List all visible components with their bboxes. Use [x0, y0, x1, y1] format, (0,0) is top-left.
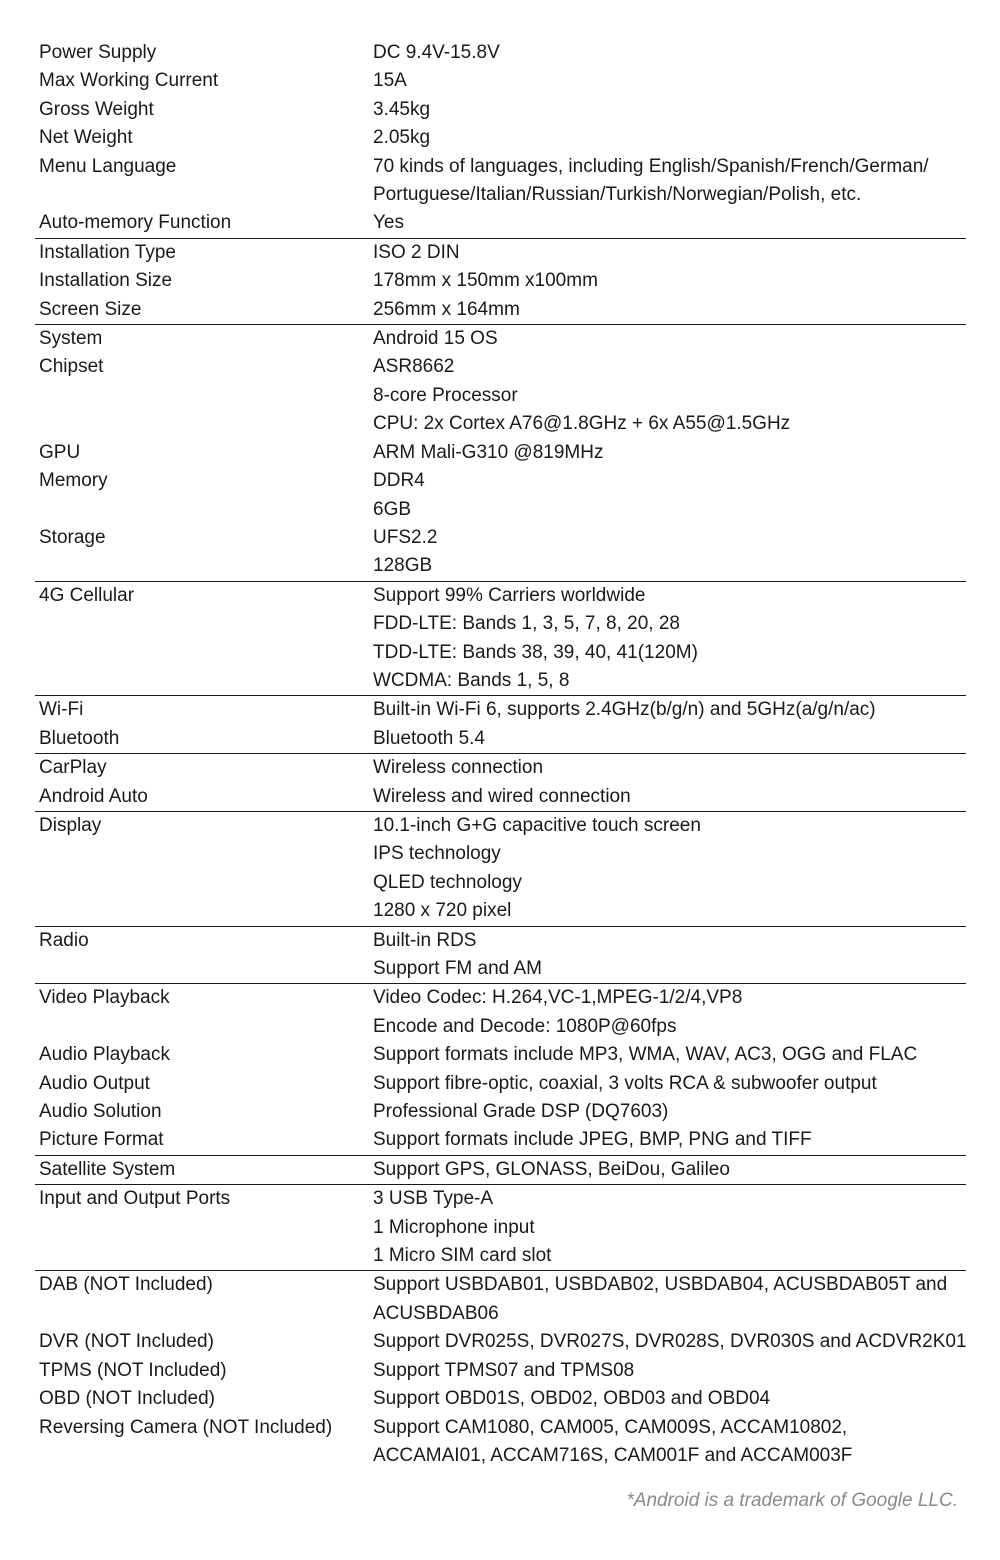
spec-row — [35, 1156, 966, 1184]
spec-group — [35, 812, 966, 927]
spec-label: Installation Size — [39, 270, 173, 292]
spec-row — [35, 439, 966, 467]
spec-values — [373, 1041, 966, 1069]
spec-value: Support formats include MP3, WMA, WAV, AC3, OGG and FLAC — [373, 1044, 918, 1066]
spec-value: 1 Micro SIM card slot — [373, 1245, 552, 1267]
spec-value: Professional Grade DSP (DQ7603) — [373, 1101, 669, 1123]
spec-value: 178mm x 150mm x100mm — [373, 270, 598, 292]
spec-row — [35, 1098, 966, 1126]
spec-group — [35, 39, 966, 239]
spec-values — [373, 325, 966, 353]
spec-values — [373, 124, 966, 152]
spec-value: Support USBDAB01, USBDAB02, USBDAB04, ACUSBDAB05T and — [373, 1274, 948, 1296]
spec-label: DVR (NOT Included) — [39, 1331, 214, 1353]
spec-value: Wireless and wired connection — [373, 785, 631, 807]
spec-row — [35, 1414, 966, 1471]
spec-value: Support fibre-optic, coaxial, 3 volts RCA & subwoofer output — [373, 1072, 877, 1094]
spec-values — [373, 1271, 966, 1328]
spec-label: Net Weight — [39, 127, 133, 149]
spec-row — [35, 267, 966, 295]
spec-row — [35, 296, 966, 324]
spec-label: Chipset — [39, 356, 104, 378]
spec-row — [35, 696, 966, 724]
spec-label: Display — [39, 814, 102, 836]
spec-group — [35, 754, 966, 812]
spec-table — [35, 39, 966, 1470]
spec-value: CPU: 2x Cortex A76@1.8GHz + 6x A55@1.5GHz — [373, 413, 791, 435]
spec-value: Support CAM1080, CAM005, CAM009S, ACCAM10802, — [373, 1416, 848, 1438]
spec-value: 6GB — [373, 498, 412, 520]
spec-row — [35, 1126, 966, 1154]
spec-values — [373, 1414, 966, 1471]
spec-group — [35, 1185, 966, 1271]
spec-values — [373, 783, 966, 811]
spec-value: Yes — [373, 212, 404, 234]
spec-value: ISO 2 DIN — [373, 241, 460, 263]
spec-row — [35, 153, 966, 210]
spec-values — [373, 353, 966, 438]
spec-values — [373, 725, 966, 753]
spec-label: Wi-Fi — [39, 699, 84, 721]
spec-value: QLED technology — [373, 871, 522, 893]
spec-label: Power Supply — [39, 42, 157, 63]
spec-values — [373, 1185, 966, 1270]
spec-row — [35, 1357, 966, 1385]
spec-values — [373, 582, 966, 696]
spec-label: DAB (NOT Included) — [39, 1274, 213, 1296]
spec-value: 2.05kg — [373, 127, 431, 149]
spec-row — [35, 725, 966, 753]
spec-values — [373, 239, 966, 267]
spec-values — [373, 1070, 966, 1098]
spec-value: ARM Mali-G310 @819MHz — [373, 441, 604, 463]
spec-label: Memory — [39, 470, 108, 492]
spec-row — [35, 783, 966, 811]
spec-row — [35, 67, 966, 95]
spec-row — [35, 96, 966, 124]
spec-values — [373, 754, 966, 782]
spec-row — [35, 1328, 966, 1356]
spec-row — [35, 209, 966, 237]
spec-values — [373, 524, 966, 581]
spec-label: Installation Type — [39, 241, 176, 263]
spec-label: Android Auto — [39, 785, 148, 807]
spec-label: TPMS (NOT Included) — [39, 1359, 227, 1381]
spec-label: Reversing Camera (NOT Included) — [39, 1416, 333, 1438]
spec-value: FDD-LTE: Bands 1, 3, 5, 7, 8, 20, 28 — [373, 613, 680, 635]
spec-values — [373, 1357, 966, 1385]
spec-value: IPS technology — [373, 843, 501, 865]
spec-row — [35, 353, 966, 438]
spec-label: 4G Cellular — [39, 584, 135, 606]
spec-values — [373, 1328, 967, 1356]
spec-values — [373, 39, 966, 67]
spec-label: System — [39, 328, 103, 350]
spec-values — [373, 812, 966, 926]
spec-values — [373, 984, 966, 1041]
spec-label: Screen Size — [39, 298, 142, 320]
spec-label: Storage — [39, 526, 106, 548]
spec-group — [35, 582, 966, 697]
spec-value: Support OBD01S, OBD02, OBD03 and OBD04 — [373, 1388, 771, 1410]
spec-values — [373, 439, 966, 467]
spec-values — [373, 696, 966, 724]
spec-group — [35, 927, 966, 985]
spec-group — [35, 984, 966, 1155]
spec-value: 1280 x 720 pixel — [373, 900, 512, 922]
spec-values — [373, 153, 966, 210]
spec-row — [35, 1385, 966, 1413]
spec-row — [35, 524, 966, 581]
spec-label: Max Working Current — [39, 70, 219, 92]
spec-row — [35, 124, 966, 152]
spec-value: Bluetooth 5.4 — [373, 727, 485, 749]
spec-value: 128GB — [373, 555, 433, 577]
spec-group — [35, 1156, 966, 1185]
spec-label: Audio Solution — [39, 1101, 162, 1123]
spec-values — [373, 1156, 966, 1184]
spec-values — [373, 467, 966, 524]
spec-value: 3.45kg — [373, 98, 431, 120]
spec-value: Support 99% Carriers worldwide — [373, 584, 646, 606]
spec-row — [35, 984, 966, 1041]
spec-value: Encode and Decode: 1080P@60fps — [373, 1015, 677, 1037]
spec-group — [35, 325, 966, 582]
spec-value: Built-in Wi-Fi 6, supports 2.4GHz(b/g/n) and 5GHz(a/g/n/ac) — [373, 699, 876, 721]
spec-value: Support TPMS07 and TPMS08 — [373, 1359, 635, 1381]
spec-row — [35, 1271, 966, 1328]
spec-value: 1 Microphone input — [373, 1216, 535, 1238]
spec-value: UFS2.2 — [373, 526, 438, 548]
spec-value: Support FM and AM — [373, 958, 542, 979]
spec-label: Audio Playback — [39, 1044, 170, 1066]
spec-label: CarPlay — [39, 757, 107, 779]
spec-label: GPU — [39, 441, 81, 463]
spec-row — [35, 582, 966, 696]
spec-label: OBD (NOT Included) — [39, 1388, 215, 1410]
spec-value: DDR4 — [373, 470, 425, 492]
spec-label: Video Playback — [39, 987, 170, 1009]
spec-values — [373, 296, 966, 324]
spec-values — [373, 209, 966, 237]
trademark-footnote: *Android is a trademark of Google LLC. — [626, 1490, 958, 1511]
spec-value: 15A — [373, 70, 407, 92]
spec-value: Support DVR025S, DVR027S, DVR028S, DVR030S and ACDVR2K01 — [373, 1331, 967, 1353]
spec-label: Menu Language — [39, 155, 177, 177]
spec-value: ASR8662 — [373, 356, 455, 378]
spec-value: ACUSBDAB06 — [373, 1302, 499, 1324]
spec-label: Bluetooth — [39, 727, 120, 749]
spec-value: Wireless connection — [373, 757, 544, 779]
spec-row — [35, 1070, 966, 1098]
spec-label: Audio Output — [39, 1072, 150, 1094]
spec-value: ACCAMAI01, ACCAM716S, CAM001F and ACCAM003F — [373, 1444, 853, 1466]
spec-label: Auto-memory Function — [39, 212, 232, 234]
spec-value: 3 USB Type-A — [373, 1188, 494, 1210]
spec-label: Satellite System — [39, 1158, 176, 1180]
spec-value: Android 15 OS — [373, 328, 498, 350]
spec-value: DC 9.4V-15.8V — [373, 42, 500, 63]
spec-values — [373, 1098, 966, 1126]
spec-values — [373, 96, 966, 124]
spec-row — [35, 1041, 966, 1069]
spec-label: Picture Format — [39, 1129, 164, 1151]
spec-row — [35, 239, 966, 267]
spec-value: 70 kinds of languages, including English/Spanish/French/German/ — [373, 155, 929, 177]
spec-value: 256mm x 164mm — [373, 298, 520, 320]
spec-value: 10.1-inch G+G capacitive touch screen — [373, 814, 701, 836]
spec-row — [35, 1185, 966, 1270]
spec-group — [35, 239, 966, 325]
spec-value: Built-in RDS — [373, 929, 477, 951]
spec-value: WCDMA: Bands 1, 5, 8 — [373, 669, 570, 691]
spec-label: Input and Output Ports — [39, 1188, 231, 1210]
spec-value: Video Codec: H.264,VC-1,MPEG-1/2/4,VP8 — [373, 987, 743, 1009]
spec-value: Portuguese/Italian/Russian/Turkish/Norwegian/Polish, etc. — [373, 184, 862, 206]
spec-row — [35, 812, 966, 926]
spec-row — [35, 754, 966, 782]
spec-values — [373, 927, 966, 984]
spec-row — [35, 325, 966, 353]
spec-group — [35, 1271, 966, 1470]
spec-label: Radio — [39, 929, 89, 951]
spec-value: Support formats include JPEG, BMP, PNG and TIFF — [373, 1129, 812, 1151]
spec-row — [35, 39, 966, 67]
spec-value: TDD-LTE: Bands 38, 39, 40, 41(120M) — [373, 641, 698, 663]
spec-values — [373, 1385, 966, 1413]
spec-group — [35, 696, 966, 754]
spec-values — [373, 267, 966, 295]
spec-value: Support GPS, GLONASS, BeiDou, Galileo — [373, 1158, 730, 1180]
spec-label: Gross Weight — [39, 98, 154, 120]
spec-value: 8-core Processor — [373, 384, 518, 406]
spec-row — [35, 927, 966, 984]
spec-values — [373, 67, 966, 95]
spec-row — [35, 467, 966, 524]
spec-values — [373, 1126, 966, 1154]
